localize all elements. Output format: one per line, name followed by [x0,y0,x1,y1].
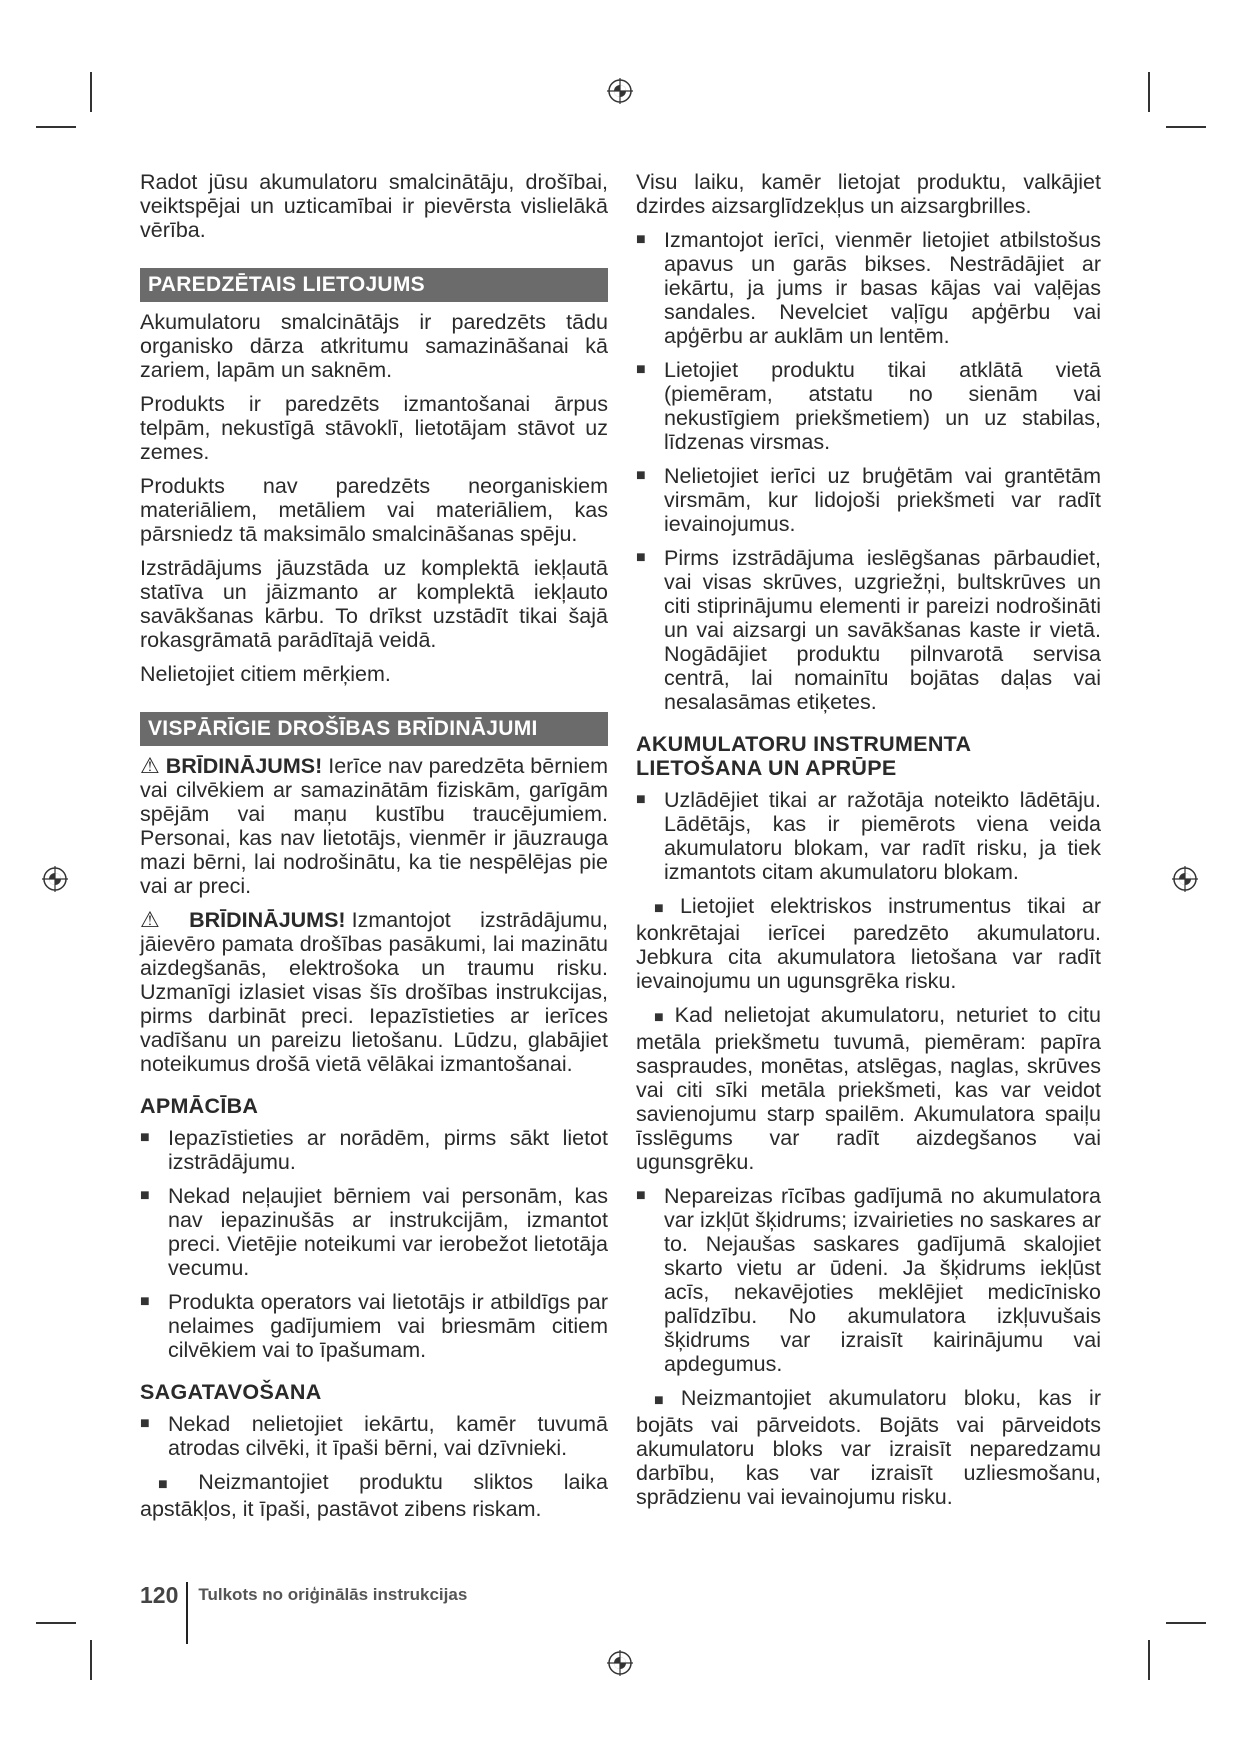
bullet-item: ■ Izmantojot ierīci, vienmēr lietojiet atbilstošus apavus un garās bikses. Nestrādājiet ar iekārtu, ja jums ir basas kājas vai vaļējas sandales. Nevelciet vaļīgu apģērbu vai apģērbu ar auklām un lentēm. [636,228,1101,348]
crop-mark [90,1640,92,1680]
crop-mark [1166,1622,1206,1624]
bullet-item: ■ Produkta operators vai lietotājs ir atbildīgs par nelaimes gadījumiem vai briesmām citiem cilvēkiem vai to īpašumam. [140,1290,608,1362]
page-footer [140,1582,467,1642]
bullet-item: ■ Iepazīstieties ar norādēm, pirms sākt lietot izstrādājumu. [140,1126,608,1174]
sub-bullet-text: Kad nelietojat akumulatoru, neturiet to citu metāla priekšmetu tuvumā, piemēram: papīra saspraudes, monētas, atslēgas, naglas, skrūves vai citi sīki metāla priekšmeti, kas var veidot savienojumu starp spailēm. Akumulatora spaiļu īsslēgums var radīt aizdegšanos vai ugunsgrēku. [636,1003,1101,1174]
page-number: 120 [140,1582,179,1608]
sub-bullet-text: Lietojiet elektriskos instrumentus tikai ar konkrētajai ierīcei paredzēto akumulatoru. Jebkura cita akumulatora lietošana var radīt ievainojumu un ugunsgrēka risku. [636,894,1101,993]
footer-text: Tulkots no oriģinālās instrukcijas [198,1585,468,1604]
top-paragraph: Visu laiku, kamēr lietojat produktu, valkājiet dzirdes aizsarglīdzekļus un aizsargbrilles. [636,170,1101,218]
warning-text: Ierīce nav paredzēta bērniem vai cilvēkiem ar samazinātām fiziskām, garīgām spējām vai maņu kustību traucējumiem. Personai, kas nav lietotājs, vienmēr ir jāuzrauga mazi bērni, lai nodrošinātu, ka tie nespēlējas pie vai ar preci. [140,754,608,898]
square-bullet-icon: ■ [654,1009,669,1026]
crop-mark [90,72,92,112]
bullet-item: ■ Nelietojiet ierīci uz bruģētām vai grantētām virsmām, kur lidojoši priekšmeti var radīt ievainojumus. [636,464,1101,536]
registration-mark-icon [607,1650,633,1676]
registration-mark-icon [42,866,68,892]
intended-use-paragraph: Izstrādājums jāuzstāda uz komplektā iekļautā statīva un jāizmanto ar komplektā iekļauto savākšanas kārbu. To drīkst uzstādīt tikai šajā rokasgrāmatā parādītajā veidā. [140,556,608,652]
bullet-item: ■ Pirms izstrādājuma ieslēgšanas pārbaudiet, vai visas skrūves, uzgriežņi, bultskrūves un citi stiprinājumu elementi ir pareizi nodrošināti un vai aizsargi un savākšanas kaste ir vietā. Nogādājiet produktu pilnvarotā servisa centrā, lai nomainītu bojātas daļas vai nesalasāmas etiķetes. [636,546,1101,714]
section-title-intended-use: PAREDZĒTAIS LIETOJUMS [140,268,608,302]
warning-text: Izmantojot izstrādājumu, jāievēro pamata drošības pasākumi, lai mazinātu aizdegšanās, elektrošoka un traumu risku. Uzmanīgi izlasiet visas šīs drošības instrukcijas, pirms darbināt preci. Iepazīstieties ar ierīces vadīšanu un pareizu lietošanu. Lūdzu, glabājiet noteikumus drošā vietā vēlākai izmantošanai. [140,908,608,1076]
warning-label: BRĪDINĀJUMS! [189,908,346,932]
sub-bullet-item [636,1003,1101,1174]
left-column [140,170,608,1531]
bullet-item: ■ Uzlādējiet tikai ar ražotāja noteikto lādētāju. Lādētājs, kas ir piemērots viena veida akumulatoru blokam, var radīt risku, ja tiek izmantots citam akumulatoru blokam. [636,788,1101,884]
intended-use-paragraph: Produkts nav paredzēts neorganiskiem materiāliem, metāliem vai materiāliem, kas pārsniedz tā maksimālo smalcināšanas spēju. [140,474,608,546]
heading-training: APMĀCĪBA [140,1094,259,1118]
warning-label: BRĪDINĀJUMS! [165,754,323,778]
sub-bullet-text: Neizmantojiet produktu sliktos laika apstākļos, it īpaši, pastāvot zibens riskam. [140,1470,608,1521]
intended-use-paragraph: Akumulatoru smalcinātājs ir paredzēts tādu organisko dārza atkritumu samazināšanai kā zariem, lapām un saknēm. [140,310,608,382]
crop-mark [1166,126,1206,128]
square-bullet-icon: ■ [158,1476,193,1493]
bullet-item: ■ Lietojiet produktu tikai atklātā vietā (piemēram, atstatu no sienām vai nekustīgiem priekšmetiem) un uz stabilas, līdzenas virsmas. [636,358,1101,454]
registration-mark-icon [1172,866,1198,892]
bullet-item: ■ Nepareizas rīcības gadījumā no akumulatora var izkļūt šķidrums; izvairieties no saskares ar to. Nejaušas saskares gadījumā skalojiet skarto vietu ar ūdeni. Ja šķidrums iekļūst acīs, nekavējoties meklējiet medicīnisko palīdzību. No akumulatora izkļuvušais šķidrums var izraisīt kairinājumu vai apdegumus. [636,1184,1101,1376]
crop-mark [36,1622,76,1624]
warning-triangle-icon: ⚠ [140,907,184,932]
sub-bullet-item [140,1470,608,1521]
right-column [636,170,1101,1519]
crop-mark [1148,1640,1150,1680]
heading-preparation: SAGATAVOŠANA [140,1380,322,1404]
crop-mark [36,126,76,128]
warning-paragraph [140,908,608,1076]
warning-triangle-icon: ⚠ [140,753,160,778]
intro-paragraph: Radot jūsu akumulatoru smalcinātāju, drošībai, veiktspējai un uzticamībai ir pievērsta vislielākā vērība. [140,170,608,242]
sub-bullet-item [636,894,1101,993]
sub-bullet-item [636,1386,1101,1509]
crop-mark [1148,72,1150,112]
bullet-item: ■ Nekad nelietojiet iekārtu, kamēr tuvumā atrodas cilvēki, it īpaši bērni, vai dzīvnieki. [140,1412,608,1460]
registration-mark-icon [607,78,633,104]
intended-use-paragraph: Nelietojiet citiem mērķiem. [140,662,391,686]
heading-battery-tool-use: AKUMULATORU INSTRUMENTA LIETOŠANA UN APRŪPE [636,732,971,780]
sub-bullet-text: Neizmantojiet akumulatoru bloku, kas ir bojāts vai pārveidots. Bojāts vai pārveidots akumulatoru bloks var izraisīt neparedzamu darbību, kas var izraisīt uzliesmošanu, sprādzienu vai ievainojumu risku. [636,1386,1101,1509]
square-bullet-icon: ■ [654,900,674,917]
warning-paragraph [140,754,608,898]
square-bullet-icon: ■ [654,1392,675,1409]
section-title-general-safety: VISPĀRĪGIE DROŠĪBAS BRĪDINĀJUMI [140,712,608,746]
footer-divider [186,1582,188,1644]
bullet-item: ■ Nekad neļaujiet bērniem vai personām, kas nav iepazinušās ar instrukcijām, izmantot preci. Vietējie noteikumi var ierobežot lietotāja vecumu. [140,1184,608,1280]
intended-use-paragraph: Produkts ir paredzēts izmantošanai ārpus telpām, nekustīgā stāvoklī, lietotājam stāvot uz zemes. [140,392,608,464]
